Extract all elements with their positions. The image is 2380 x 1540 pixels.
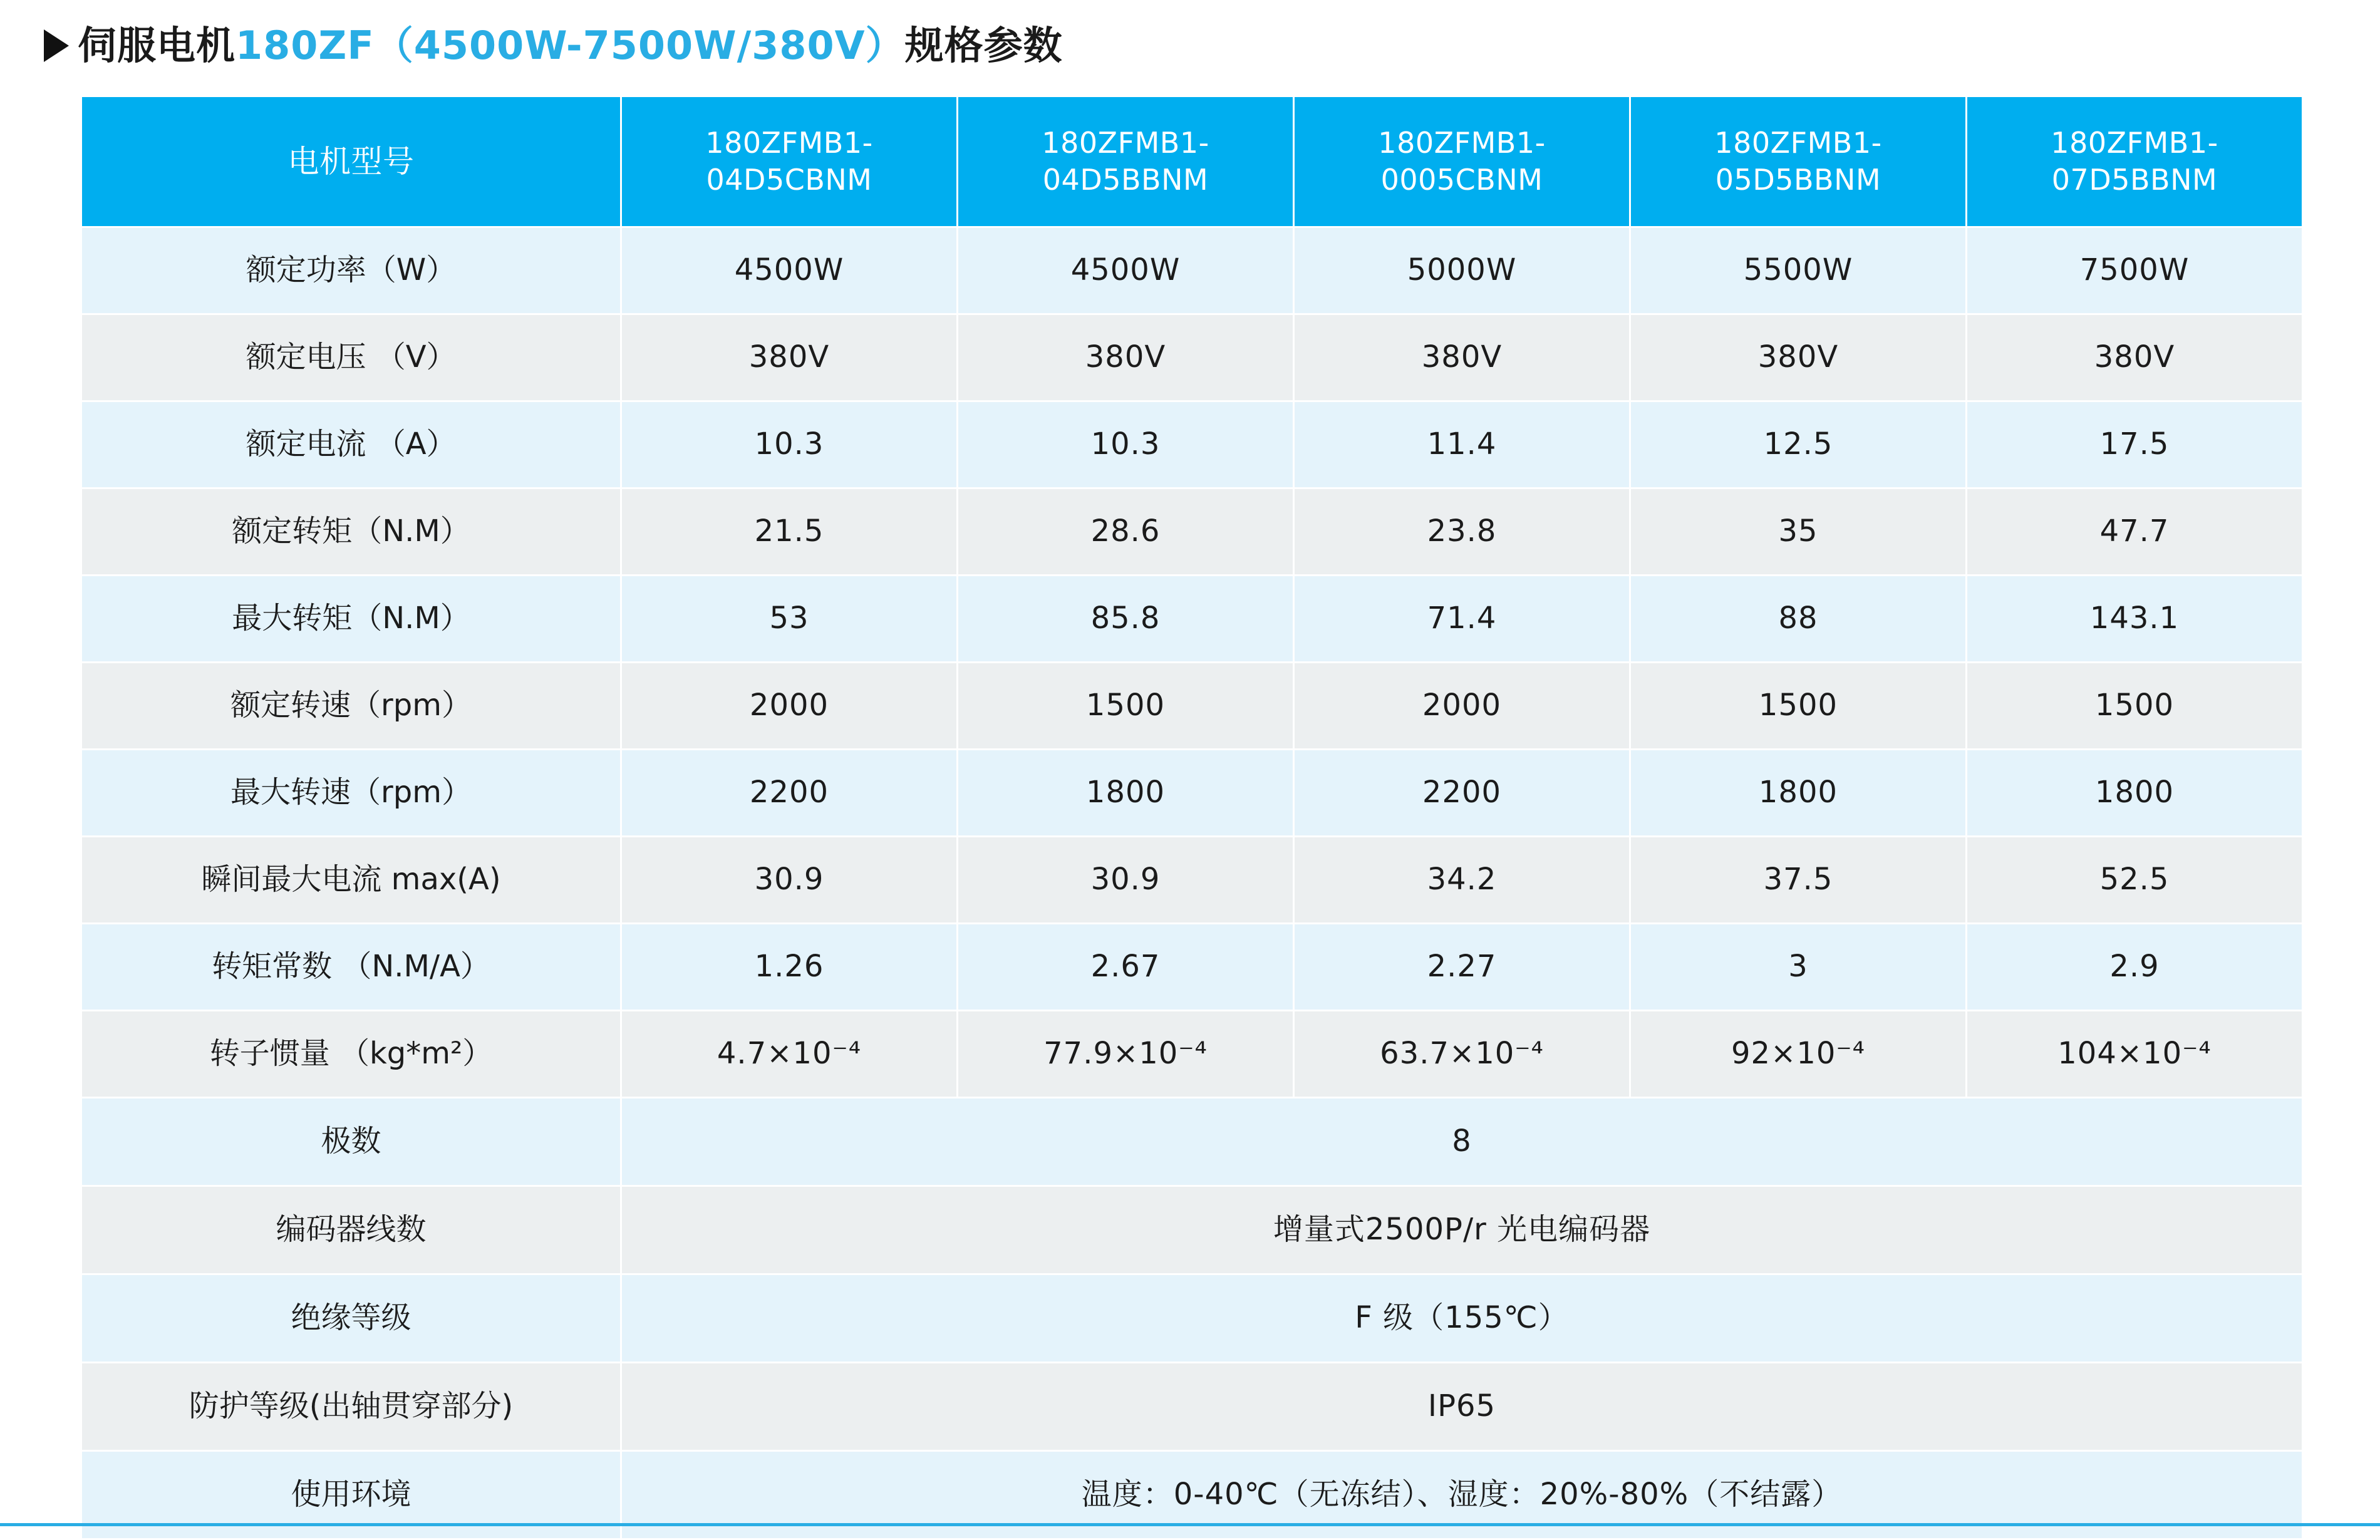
- row-value: 30.9: [958, 837, 1294, 924]
- row-label: 最大转矩（N.M）: [81, 576, 621, 663]
- header-cell-model-4: [1630, 96, 1967, 227]
- row-label: 额定转速（rpm）: [81, 663, 621, 750]
- row-value: 10.3: [621, 401, 958, 488]
- header-cell-model-2: [958, 96, 1294, 227]
- row-value-merged: 8: [621, 1098, 2303, 1186]
- page-title-text: [78, 23, 1063, 68]
- header-cell-model-label: 电机型号: [81, 96, 621, 227]
- footer-rule: [0, 1523, 2380, 1526]
- row-value: 1800: [1630, 750, 1967, 837]
- row-value: 380V: [1630, 314, 1967, 401]
- row-value: 52.5: [1967, 837, 2303, 924]
- row-value: 4.7×10⁻⁴: [621, 1011, 958, 1098]
- row-label: 最大转速（rpm）: [81, 750, 621, 837]
- table-header-row: [81, 96, 2303, 227]
- row-value: 1800: [958, 750, 1294, 837]
- row-value: 143.1: [1967, 576, 2303, 663]
- title-cn-suffix: 规格参数: [904, 23, 1063, 68]
- row-value: 2.9: [1967, 924, 2303, 1011]
- table-row: [81, 924, 2303, 1011]
- model-line-2: 0005CBNM: [1380, 163, 1543, 197]
- model-line-2: 07D5BBNM: [2051, 163, 2218, 197]
- model-line-1: 180ZFMB1-: [2051, 126, 2218, 160]
- row-value: 380V: [621, 314, 958, 401]
- row-value: 7500W: [1967, 227, 2303, 314]
- table-row: [81, 401, 2303, 488]
- header-cell-model-3: [1294, 96, 1630, 227]
- row-value: 4500W: [958, 227, 1294, 314]
- row-value: 1500: [1630, 663, 1967, 750]
- model-line-1: 180ZFMB1-: [1378, 126, 1546, 160]
- row-value: 4500W: [621, 227, 958, 314]
- row-value: 1800: [1967, 750, 2303, 837]
- row-label: 瞬间最大电流 max(A): [81, 837, 621, 924]
- row-value: 1500: [958, 663, 1294, 750]
- row-value: 77.9×10⁻⁴: [958, 1011, 1294, 1098]
- row-value-merged: 增量式2500P/r 光电编码器: [621, 1186, 2303, 1274]
- row-value: 1500: [1967, 663, 2303, 750]
- model-line-2: 04D5BBNM: [1042, 163, 1209, 197]
- table-row: [81, 488, 2303, 576]
- row-label: 额定转矩（N.M）: [81, 488, 621, 576]
- row-label: 绝缘等级: [81, 1274, 621, 1363]
- table-row: [81, 750, 2303, 837]
- row-value: 21.5: [621, 488, 958, 576]
- row-value: 380V: [958, 314, 1294, 401]
- row-label: 额定电流 （A）: [81, 401, 621, 488]
- row-label: 转矩常数 （N.M/A）: [81, 924, 621, 1011]
- table-row: [81, 837, 2303, 924]
- row-value: 2000: [1294, 663, 1630, 750]
- table-row-merged: [81, 1186, 2303, 1274]
- row-label: 编码器线数: [81, 1186, 621, 1274]
- row-value: 85.8: [958, 576, 1294, 663]
- table-row: [81, 576, 2303, 663]
- row-value-merged: F 级（155℃）: [621, 1274, 2303, 1363]
- table-row: [81, 1011, 2303, 1098]
- specification-table: [80, 95, 2304, 1540]
- row-value: 53: [621, 576, 958, 663]
- model-line-2: 04D5CBNM: [706, 163, 872, 197]
- row-label: 转子惯量 （kg*m²）: [81, 1011, 621, 1098]
- table-row: [81, 663, 2303, 750]
- model-line-1: 180ZFMB1-: [705, 126, 873, 160]
- row-value: 30.9: [621, 837, 958, 924]
- model-line-1: 180ZFMB1-: [1042, 126, 1209, 160]
- table-row-merged: [81, 1274, 2303, 1363]
- row-value: 380V: [1967, 314, 2303, 401]
- row-value: 63.7×10⁻⁴: [1294, 1011, 1630, 1098]
- model-line-2: 05D5BBNM: [1715, 163, 1881, 197]
- row-value: 47.7: [1967, 488, 2303, 576]
- row-value: 92×10⁻⁴: [1630, 1011, 1967, 1098]
- row-value: 1.26: [621, 924, 958, 1011]
- row-value: 3: [1630, 924, 1967, 1011]
- row-value: 37.5: [1630, 837, 1967, 924]
- row-value: 34.2: [1294, 837, 1630, 924]
- row-value: 35: [1630, 488, 1967, 576]
- model-line-1: 180ZFMB1-: [1714, 126, 1882, 160]
- row-value: 17.5: [1967, 401, 2303, 488]
- table-row-merged: [81, 1098, 2303, 1186]
- table-row: [81, 314, 2303, 401]
- row-value: 2000: [621, 663, 958, 750]
- row-label: 使用环境: [81, 1451, 621, 1539]
- row-value: 2200: [1294, 750, 1630, 837]
- table-row-merged: [81, 1363, 2303, 1451]
- row-value: 23.8: [1294, 488, 1630, 576]
- row-label: 额定功率（W）: [81, 227, 621, 314]
- title-model-range: 180ZF（4500W-7500W/380V）: [235, 23, 905, 68]
- row-value-merged: 温度：0-40℃（无冻结）、湿度：20%-80%（不结露）: [621, 1451, 2303, 1539]
- row-value: 71.4: [1294, 576, 1630, 663]
- row-value: 12.5: [1630, 401, 1967, 488]
- row-value: 88: [1630, 576, 1967, 663]
- row-value: 5000W: [1294, 227, 1630, 314]
- row-value: 28.6: [958, 488, 1294, 576]
- row-value: 2200: [621, 750, 958, 837]
- title-cn-prefix: 伺服电机: [78, 23, 236, 68]
- row-value: 11.4: [1294, 401, 1630, 488]
- triangle-marker-icon: [44, 29, 69, 62]
- table-body: [81, 96, 2303, 1539]
- row-value-merged: IP65: [621, 1363, 2303, 1451]
- page-title: [44, 18, 1063, 74]
- row-value: 5500W: [1630, 227, 1967, 314]
- row-label: 额定电压 （V）: [81, 314, 621, 401]
- table-row: [81, 227, 2303, 314]
- row-value: 10.3: [958, 401, 1294, 488]
- row-value: 2.67: [958, 924, 1294, 1011]
- row-value: 104×10⁻⁴: [1967, 1011, 2303, 1098]
- header-cell-model-5: [1967, 96, 2303, 227]
- row-label: 防护等级(出轴贯穿部分): [81, 1363, 621, 1451]
- row-label: 极数: [81, 1098, 621, 1186]
- row-value: 2.27: [1294, 924, 1630, 1011]
- header-cell-model-1: [621, 96, 958, 227]
- row-value: 380V: [1294, 314, 1630, 401]
